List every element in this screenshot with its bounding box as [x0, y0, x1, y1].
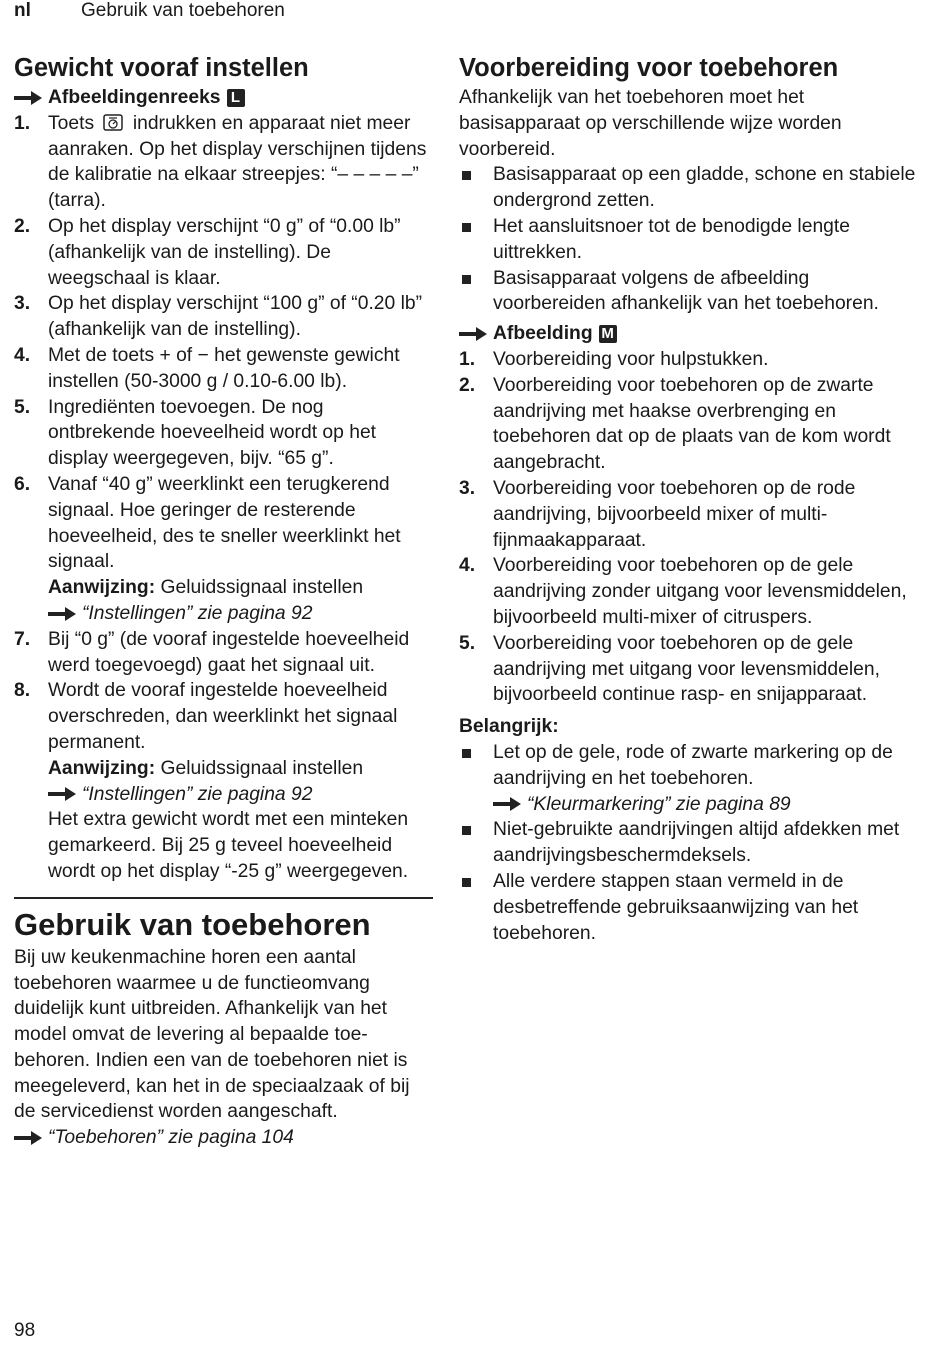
note-block [14, 575, 434, 601]
figure-letter-badge: L [227, 89, 245, 107]
list-item [14, 343, 434, 395]
step-text: Met de toets + of − het gewenste gewicht instellen (50-3000 g / 0.10-6.00 lb). [48, 344, 400, 392]
note-text: Geluidssignaal instellen [160, 757, 364, 779]
list-item [14, 472, 434, 575]
bullet-item [459, 740, 919, 817]
square-bullet-icon [459, 266, 493, 318]
bullet-text: Basisapparaat op een gladde, schone en stabiele ondergrond zetten. [493, 164, 916, 212]
arrow-right-icon [459, 326, 487, 342]
step-number: 5. [459, 632, 476, 654]
step-text-pre: Toets [48, 112, 95, 134]
figure-reference-label: Afbeelding [493, 323, 593, 345]
cross-reference-link[interactable] [493, 792, 919, 818]
list-item [14, 214, 434, 291]
right-column [459, 52, 919, 946]
note-block [14, 756, 434, 782]
figure-reference-m [459, 321, 919, 347]
step-text: Voorbereiding voor hulpstukken. [493, 348, 769, 370]
section-title-voorbereiding: Voorbereiding voor toebehoren [459, 54, 839, 82]
arrow-right-icon [493, 796, 521, 812]
step-number: 3. [459, 477, 476, 499]
step-number: 5. [14, 396, 31, 418]
step-text: Bij “0 g” (de vooraf ingestelde hoeveelheid werd toegevoegd) gaat het signaal uit. [48, 628, 410, 676]
bullet-text: Basisapparaat volgens de afbeelding voorbereiden afhankelijk van het toebehoren. [493, 267, 879, 315]
step-text: Voorbereiding voor toebehoren op de rode aandrijving, bijvoorbeeld mixer of multi-fijnmaakapparaat. [493, 477, 856, 551]
section-divider [14, 897, 433, 899]
step-extra-text: Het extra gewicht wordt met een minteken gemarkeerd. Bij 25 g teveel hoeveelheid wordt op het display “-25 g” weergegeven. [48, 809, 409, 882]
step-text: Voorbereiding voor toebehoren op de gele aandrijving zonder uitgang voor levensmiddelen, bijvoorbeeld multi-mixer of citruspers. [493, 555, 907, 628]
step-number: 7. [14, 628, 31, 650]
step-number: 1. [459, 348, 476, 370]
important-label: Belangrijk: [459, 716, 559, 738]
link-text[interactable]: “Instellingen” zie pagina 92 [82, 783, 313, 805]
figure-reference-l [14, 85, 434, 111]
bullet-item [459, 266, 919, 318]
section-title-gewicht: Gewicht vooraf instellen [14, 54, 309, 82]
bullet-item [459, 817, 919, 869]
list-item [14, 678, 434, 755]
link-text[interactable]: “Instellingen” zie pagina 92 [82, 602, 313, 624]
list-item [459, 347, 919, 373]
arrow-right-icon [48, 606, 76, 622]
note-label: Aanwijzing: [48, 757, 156, 779]
arrow-right-icon [14, 90, 42, 106]
step-text: Vanaf “40 g” weerklinkt een terugkerend signaal. Hoe geringer de resterende hoeveelheid, des te sneller weerklinkt het signaal. [48, 473, 401, 573]
list-item [14, 395, 434, 472]
step-number: 3. [14, 293, 31, 315]
figure-letter-badge: M [599, 325, 617, 343]
step-number: 2. [14, 215, 31, 237]
step-text: Ingrediënten toevoegen. De nog ontbrekende hoeveelheid wordt op het display weergegeven, bijv. “65 g”. [48, 396, 377, 470]
step-text: Op het display verschijnt “100 g” of “0.20 lb” (afhankelijk van de instelling). [48, 293, 423, 341]
section-paragraph: Bij uw keukenmachine horen een aantal toebehoren waarmee u de functieomvang duidelijk kunt uitbreiden. Afhankelijk van het model omvat de levering al bepaalde toe-behoren. Indien een van de toebehoren niet is meegeleverd, kan het in de speciaalzaak of bij de servicedienst worden aangeschaft. [14, 946, 410, 1123]
bullet-text: Alle verdere stappen staan vermeld in de desbetreffende gebruiksaanwijzing van het toebehoren. [493, 870, 859, 944]
list-item [459, 476, 919, 553]
note-label: Aanwijzing: [48, 577, 156, 599]
page-header [14, 0, 285, 24]
arrow-right-icon [48, 786, 76, 802]
bullet-text: Niet-gebruikte aandrijvingen altijd afdekken met aandrijvingsbeschermdeksels. [493, 819, 900, 867]
step-number: 8. [14, 680, 31, 702]
square-bullet-icon [459, 162, 493, 214]
step-text: Op het display verschijnt “0 g” of “0.00 lb” (afhankelijk van de instelling). De weegschaal is klaar. [48, 215, 401, 289]
bullet-text: Let op de gele, rode of zwarte markering op de aandrijving en het toebehoren. [493, 741, 893, 789]
link-text[interactable]: “Toebehoren” zie pagina 104 [48, 1127, 294, 1149]
arrow-right-icon [14, 1130, 42, 1146]
step-text: indrukken en apparaat niet meer aanraken. Op het display verschijnen tijdens de kalibratie na elkaar streepjes: “– – – – –” (tarra). [48, 112, 427, 212]
step-text: Voorbereiding voor toebehoren op de zwarte aandrijving met haakse overbrenging en toebehoren dat op de plaats van de kom wordt aangebracht. [493, 374, 891, 474]
square-bullet-icon [459, 869, 493, 946]
cross-reference-link[interactable] [14, 782, 434, 808]
step-number: 2. [459, 374, 476, 396]
step-text: Wordt de vooraf ingestelde hoeveelheid overschreden, dan weerklinkt het signaal permanent. [48, 680, 398, 753]
step-number: 4. [459, 555, 476, 577]
step-number: 6. [14, 473, 31, 495]
step-number: 4. [14, 344, 31, 366]
cross-reference-link[interactable] [14, 601, 434, 627]
list-item [459, 373, 919, 476]
cross-reference-link[interactable] [14, 1125, 434, 1151]
bullet-text: Het aansluitsnoer tot de benodigde lengte uittrekken. [493, 215, 850, 263]
list-item [14, 111, 434, 214]
figure-reference-label: Afbeeldingenreeks [48, 87, 221, 108]
note-text: Geluidssignaal instellen [160, 577, 364, 599]
bullet-item [459, 162, 919, 214]
language-code: nl [14, 0, 31, 21]
list-item [14, 291, 434, 343]
link-text[interactable]: “Kleurmarkering” zie pagina 89 [527, 793, 791, 815]
square-bullet-icon [459, 214, 493, 266]
section-intro: Afhankelijk van het toebehoren moet het basisapparaat op verschillende wijze worden voorbereid. [459, 87, 842, 160]
bullet-item [459, 869, 919, 946]
step-text: Voorbereiding voor toebehoren op de gele aandrijving met uitgang voor levensmiddelen, bijvoorbeeld continue rasp- en snijapparaat. [493, 632, 880, 706]
square-bullet-icon [459, 740, 493, 817]
list-item [14, 627, 434, 679]
list-item [459, 553, 919, 630]
scale-button-icon [103, 113, 123, 131]
header-title: Gebruik van toebehoren [81, 0, 285, 21]
step-number: 1. [14, 112, 31, 134]
list-item [459, 631, 919, 708]
page-number: 98 [14, 1320, 36, 1341]
section-title-gebruik: Gebruik van toebehoren [14, 906, 371, 942]
square-bullet-icon [459, 817, 493, 869]
bullet-item [459, 214, 919, 266]
left-column [14, 52, 434, 1151]
